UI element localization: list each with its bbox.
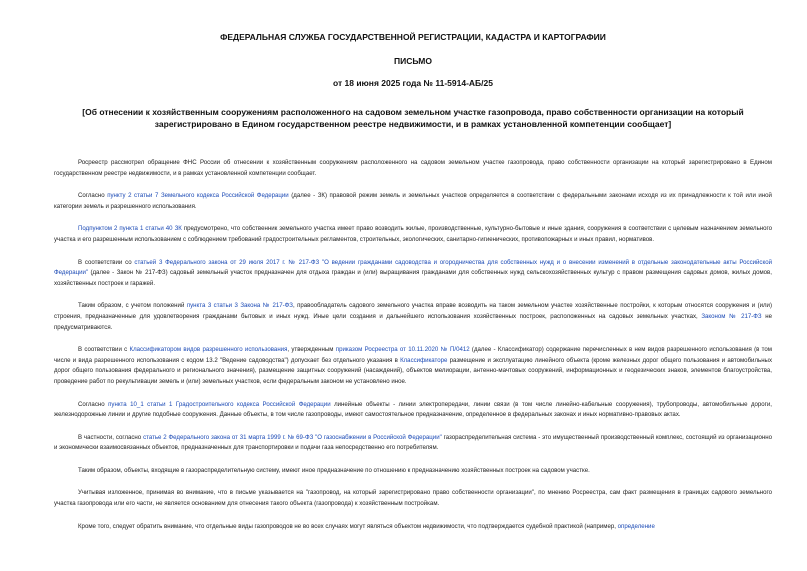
link-zk-art7[interactable]: пункту 2 статьи 7 Земельного кодекса Российской Федерации bbox=[107, 192, 289, 200]
link-rosreestr-order[interactable]: приказом Росреестра от 10.11.2020 № П/0412 bbox=[335, 346, 470, 354]
document-body bbox=[54, 158, 772, 532]
paragraph-11: Кроме того, следует обратить внимание, что отдельные виды газопроводов не во всех случаях могут являться объектом недвижимости, что подтверждается судебной практикой (например, определение bbox=[78, 522, 655, 530]
link-court-decision[interactable]: определение bbox=[617, 522, 655, 530]
paragraph-1: Росреестр рассмотрел обращение ФНС России об отнесении к хозяйственным сооружениям расположенного на садовом земельном участке газопровода, право собственности организации на который зарегистрировано в Едином государственном реестре недвижимости, и в рамках установленной компетенции сообщает. bbox=[54, 159, 772, 177]
paragraph-2: Согласно пункту 2 статьи 7 Земельного кодекса Российской Федерации (далее - ЗК) правовой режим земель и земельных участков определяется в соответствии с федеральными законами исходя из их принадлежности к той или иной категории земель и разрешенного использования. bbox=[54, 192, 772, 210]
paragraph-3: Подпунктом 2 пункта 1 статьи 40 ЗК предусмотрено, что собственник земельного участка имеет право возводить жилые, производственные, культурно-бытовые и иные здания, сооружения в соответствии с целевым назначением земельного участка и его разрешенным использованием с соблюдением требований градостроительных регламентов, строительных, экологических, санитарно-гигиенических, противопожарных и иных правил, нормативов. bbox=[54, 225, 773, 243]
link-zk-art40[interactable]: Подпунктом 2 пункта 1 статьи 40 ЗК bbox=[78, 225, 182, 233]
link-classifier-2[interactable]: Классификаторе bbox=[400, 356, 448, 364]
link-217fz-art3[interactable]: статьей 3 Федерального закона от 29 июля 2017 г. № 217-ФЗ "О ведении гражданами садоводства и огородничества для собственных нужд и о внесении изменений в отдельные законодательные акты Российской Федерации" bbox=[54, 258, 773, 277]
paragraph-4: В соответствии со статьей 3 Федерального закона от 29 июля 2017 г. № 217-ФЗ "О ведении гражданами садоводства и огородничества для собственных нужд и о внесении изменений в отдельные законодательные акты Российской Федерации" (далее - Закон № 217-ФЗ) садовый земельный участок предназначен для отдыха граждан и (или) выращивания гражданами для собственных нужд сельскохозяйственных культур с правом размещения садовых домов, жилых домов, хозяйственных построек и гаражей. bbox=[54, 258, 773, 287]
paragraph-6: В соответствии с Классификатором видов разрешенного использования, утвержденным приказом Росреестра от 10.11.2020 № П/0412 (далее - Классификатор) содержание перечисленных в нем видов разрешенного использования (в том числе и вида разрешенного использования с кодом 13.2 "Ведение садоводства") допускает без отдельного указания в Классификаторе размещение и эксплуатацию линейного объекта (кроме железных дорог общего пользования и автомобильных дорог общего пользования федерального и регионального значения), размещение защитных сооружений (насаждений), объектов мелиорации, антенно-мачтовых сооружений, информационных и геодезических знаков, элементов благоустройства, проведение работ по рекультивации земель и (или) земельных участков, если федеральным законом не установлено иное. bbox=[54, 346, 772, 385]
paragraph-7: Согласно пункта 10_1 статьи 1 Градостроительного кодекса Российской Федерации линейные объекты - линии электропередачи, линии связи (в том числе линейно-кабельные сооружения), трубопроводы, автомобильные дороги, железнодорожные линии и другие подобные сооружения. Данные объекты, в том числе газопроводы, имеют самостоятельное предназначение, определенное в федеральных законах и иных нормативно-правовых актах. bbox=[54, 400, 772, 419]
paragraph-8: В частности, согласно статье 2 Федерального закона от 31 марта 1999 г. № 69-ФЗ "О газоснабжении в Российской Федерации" газораспределительная система - это имущественный производственный комплекс, состоящий из организационно и экономически взаимосвязанных объектов, предназначенных для транспортировки и подачи газа непосредственно его потребителям. bbox=[54, 433, 772, 452]
link-69fz-art2[interactable]: статье 2 Федерального закона от 31 марта 1999 г. № 69-ФЗ "О газоснабжении в Российской Федерации" bbox=[143, 433, 442, 441]
link-grk-art1[interactable]: пункта 10_1 статьи 1 Градостроительного кодекса Российской Федерации bbox=[108, 400, 331, 408]
document-subject: [Об отнесении к хозяйственным сооружениям расположенного на садовом земельном участке газопровода, право собственности организации на который зарегистрировано в Едином государственном реестре недвижимости, и в рамках установленной компетенции сообщает] bbox=[82, 107, 744, 129]
document-date-number: от 18 июня 2025 года № 11-5914-АБ/25 bbox=[333, 78, 493, 88]
link-217fz[interactable]: Законом № 217-ФЗ bbox=[701, 312, 762, 320]
link-classifier[interactable]: Классификатором видов разрешенного использования bbox=[129, 346, 288, 354]
paragraph-5: Таким образом, с учетом положений пункта 3 статьи 3 Закона № 217-ФЗ, правообладатель садового земельного участка вправе возводить на таком земельном участке хозяйственные постройки, к которым относятся сооружения и (или) строения, предназначенные для удовлетворения гражданами бытовых и иных нужд. Иные цели создания и дальнейшего использования хозяйственных построек, расположенных на садовых земельных участках, Законом № 217-ФЗ не предусматриваются. bbox=[54, 302, 772, 331]
link-217fz-art3-p3[interactable]: пункта 3 статьи 3 Закона № 217-ФЗ bbox=[186, 302, 293, 310]
paragraph-9: Таким образом, объекты, входящие в газораспределительную систему, имеют иное предназначение по отношению к предназначению хозяйственных построек на садовом участке. bbox=[78, 466, 590, 474]
agency-title: ФЕДЕРАЛЬНАЯ СЛУЖБА ГОСУДАРСТВЕННОЙ РЕГИСТРАЦИИ, КАДАСТРА И КАРТОГРАФИИ bbox=[220, 32, 606, 42]
document-type: ПИСЬМО bbox=[394, 56, 432, 66]
paragraph-10: Учитывая изложенное, принимая во внимание, что в письме указывается на "газопровод, на который зарегистрировано право собственности организации", по мнению Росреестра, сам факт размещения в границах садового земельного участка газопровода или его части, не является основанием для отнесения такого объекта (газопровода) к хозяйственным постройкам. bbox=[54, 489, 772, 508]
